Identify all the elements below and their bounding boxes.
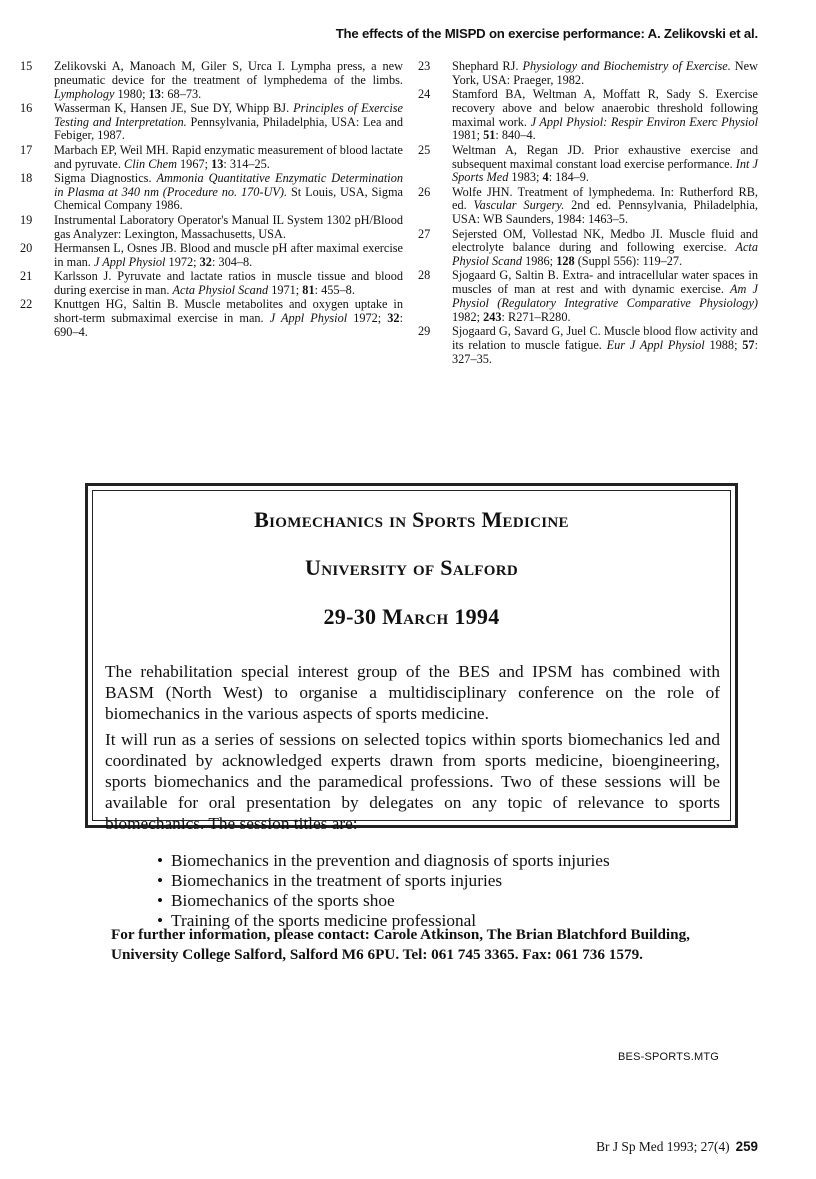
reference-text-run: Sjogaard G, Savard G, Juel C. Muscle blood flow activity and its relation to muscle fatigue. <box>452 324 758 352</box>
reference-text-run: Acta Physiol Scand <box>452 240 758 269</box>
reference-text-run: 1981; <box>452 128 484 143</box>
reference-item <box>20 242 403 270</box>
reference-text-run: Marbach EP, Weil MH. Rapid enzymatic measurement of blood lactate and pyruvate. <box>54 142 403 171</box>
reference-text-run: Ammonia Quantitative Enzymatic Determination in Plasma at 340 nm (Procedure no. 170-UV). <box>54 170 403 199</box>
reference-text-run: : R271–R280. <box>501 309 571 324</box>
reference-text-run: 1967; <box>176 156 212 171</box>
reference-item <box>20 270 403 298</box>
reference-text <box>452 269 758 324</box>
reference-number: 21 <box>20 268 33 283</box>
announcement-title: Biomechanics in Sports Medicine <box>254 507 569 532</box>
reference-number: 20 <box>20 240 33 255</box>
reference-text-run: Shephard RJ. <box>452 59 523 73</box>
reference-text <box>54 270 403 298</box>
reference-text <box>452 144 758 185</box>
reference-number: 27 <box>418 226 431 241</box>
reference-text-run: Eur J Appl Physiol <box>606 337 705 352</box>
reference-text-run: Hermansen L, Osnes JB. Blood and muscle pH after maximal exercise in man. <box>54 240 403 269</box>
reference-text-run: (Suppl 556): 119–27. <box>574 254 683 269</box>
reference-text-run: 1982; <box>452 309 484 324</box>
reference-text-run: 128 <box>556 254 575 269</box>
reference-number: 24 <box>418 87 431 102</box>
reference-number: 17 <box>20 142 33 157</box>
reference-text-run: Karlsson J. Pyruvate and lactate ratios in muscle tissue and blood during exercise in man. <box>54 268 403 297</box>
reference-text-run: Sigma Diagnostics. <box>54 170 157 185</box>
reference-text-run: 1971; <box>268 282 303 297</box>
reference-text-run: Knuttgen HG, Saltin B. Muscle metabolites and oxygen uptake in short-term submaximal exercise in man. <box>54 297 403 325</box>
reference-item <box>418 228 758 269</box>
reference-text-run: : 690–4. <box>54 310 403 339</box>
reference-text-run: : 840–4. <box>495 128 536 143</box>
reference-text-run: Sejersted OM, Vollestad NK, Medbo JI. Muscle fluid and electrolyte balance during and following exercise. <box>452 226 758 255</box>
reference-text-run: Lymphology <box>54 86 115 101</box>
reference-text-run: 32 <box>199 254 212 269</box>
reference-text-run: 81 <box>302 282 315 297</box>
file-code: BES-SPORTS.MTG <box>618 1051 719 1063</box>
conference-announcement-box <box>92 490 731 963</box>
reference-text <box>452 325 758 366</box>
reference-item <box>418 60 758 88</box>
reference-text-run: Acta Physiol Scand <box>172 282 269 297</box>
reference-text-run: 13 <box>211 156 224 171</box>
reference-text-run: New York, USA: Praeger, 1982. <box>452 59 759 87</box>
reference-item <box>20 214 403 242</box>
reference-text-run: Wolfe JHN. Treatment of lymphedema. In: Rutherford RB, ed. <box>452 184 758 213</box>
reference-text-run: Weltman A, Regan JD. Prior exhaustive exercise and subsequent maximal constant load exercise performance. <box>452 142 758 171</box>
reference-text-run: 51 <box>483 128 496 143</box>
reference-item <box>20 102 403 143</box>
reference-text-run: Am J Physiol (Regulatory Integrative Comparative Physiology) <box>452 282 758 311</box>
reference-list-left <box>20 60 403 340</box>
reference-text-run: 4 <box>542 170 549 185</box>
reference-item <box>20 172 403 213</box>
reference-text <box>54 242 403 270</box>
reference-text-run: 1972; <box>347 310 388 325</box>
announcement-venue: University of Salford <box>305 555 518 580</box>
reference-text-run: 1980; <box>114 86 149 101</box>
reference-text-run: Physiology and Biochemistry of Exercise. <box>522 59 731 73</box>
contact-information: For further information, please contact: Carole Atkinson, The Brian Blatchford Building, University College Salford, Salford M6 6PU. Tel: 061 745 3365. Fax: 061 736 1579. <box>111 926 690 963</box>
reference-list-right <box>418 60 758 367</box>
reference-text-run: 57 <box>742 337 755 352</box>
reference-text <box>452 228 758 269</box>
reference-item <box>418 144 758 185</box>
session-item: • Biomechanics of the sports shoe <box>157 891 610 911</box>
announcement-dates: 29-30 March 1994 <box>323 604 500 629</box>
reference-text-run: J Appl Physiol <box>93 254 166 269</box>
journal-citation: Br J Sp Med 1993; 27(4) <box>596 1139 730 1154</box>
session-item: • Training of the sports medicine professional <box>157 911 610 931</box>
reference-text-run: 2nd ed. Pennsylvania, Philadelphia, USA: WB Saunders, 1984: 1463–5. <box>452 198 758 227</box>
reference-text-run: : 455–8. <box>314 282 355 297</box>
reference-text-run: J Appl Physiol: Respir Environ Exerc Physiol <box>530 114 758 129</box>
reference-text-run: 1983; <box>508 170 543 185</box>
reference-text-run: 13 <box>148 86 161 101</box>
reference-text-run: St Louis, USA, Sigma Chemical Company 1986. <box>54 184 403 213</box>
reference-text-run: Zelikovski A, Manoach M, Giler S, Urca I. Lympha press, a new pneumatic device for the treatment of lymphedema of the limbs. <box>54 59 403 87</box>
announcement-paragraph-2: It will run as a series of sessions on selected topics within sports biomechanics led and coordinated by acknowledged experts drawn from sports medicine, bioengineering, sports biomechanics and the paramedical professions. Two of these sessions will be available for oral presentation by delegates on any topic of relevance to sports biomechanics. The session titles are: <box>105 730 720 833</box>
reference-number: 16 <box>20 100 33 115</box>
reference-text <box>452 60 758 88</box>
reference-number: 22 <box>20 297 33 312</box>
reference-text-run: Wasserman K, Hansen JE, Sue DY, Whipp BJ. <box>54 100 294 115</box>
reference-text <box>54 60 403 101</box>
reference-text-run: Int J Sports Med <box>452 156 758 185</box>
reference-text-run: J Appl Physiol <box>269 310 348 325</box>
reference-number: 18 <box>20 170 33 185</box>
page-number: 259 <box>735 1139 758 1154</box>
session-item: • Biomechanics in the prevention and diagnosis of sports injuries <box>157 851 610 871</box>
reference-text-run: : 304–8. <box>211 254 253 269</box>
page-footer <box>596 1139 758 1155</box>
session-title-list <box>157 851 610 931</box>
reference-text <box>54 172 403 213</box>
reference-number: 25 <box>418 142 431 157</box>
reference-text-run: : 327–35. <box>452 337 758 366</box>
reference-item <box>20 144 403 172</box>
reference-text-run: Stamford BA, Weltman A, Moffatt R, Sady S. Exercise recovery above and below anaerobic threshold following maximal work. <box>452 87 758 129</box>
reference-item <box>20 298 403 339</box>
reference-text <box>452 186 758 227</box>
reference-text-run: 1988; <box>704 337 743 352</box>
reference-text <box>452 88 758 143</box>
reference-text <box>54 144 403 172</box>
announcement-paragraph-1: The rehabilitation special interest group of the BES and IPSM has combined with BASM (North West) to organise a multidisciplinary conference on the role of biomechanics in the various aspects of sports medicine. <box>105 662 720 723</box>
reference-text-run: : 184–9. <box>548 170 589 185</box>
reference-text-run: 1986; <box>522 254 557 269</box>
reference-text-run: Vascular Surgery. <box>473 198 565 213</box>
reference-text-run: : 68–73. <box>160 86 202 101</box>
reference-number: 15 <box>20 59 33 73</box>
reference-number: 29 <box>418 324 431 339</box>
reference-number: 23 <box>418 59 431 73</box>
reference-text-run: Clin Chem <box>124 156 177 171</box>
reference-text-run: 243 <box>483 309 502 324</box>
reference-item <box>20 60 403 101</box>
reference-text <box>54 298 403 339</box>
session-item: • Biomechanics in the treatment of sports injuries <box>157 871 610 891</box>
reference-text-run: 32 <box>387 310 400 325</box>
reference-number: 26 <box>418 184 431 199</box>
reference-item <box>418 325 758 366</box>
reference-text <box>54 214 403 242</box>
reference-text-run: : 314–25. <box>223 156 270 171</box>
reference-text-run: Principles of Exercise Testing and Interpretation. <box>54 100 403 129</box>
reference-text-run: Pennsylvania, Philadelphia, USA: Lea and Febiger, 1987. <box>54 114 403 143</box>
reference-item <box>418 269 758 324</box>
reference-number: 28 <box>418 268 431 283</box>
reference-text <box>54 102 403 143</box>
reference-text-run: 1972; <box>165 254 200 269</box>
running-header: The effects of the MISPD on exercise performance: A. Zelikovski et al. <box>335 26 758 41</box>
reference-text-run: Instrumental Laboratory Operator's Manual IL System 1302 pH/Blood gas Analyzer: Lexington, Massachusetts, USA. <box>54 212 403 241</box>
reference-text-run: Sjogaard G, Saltin B. Extra- and intracellular water spaces in muscles of man at rest and with dynamic exercise. <box>452 268 758 297</box>
reference-number: 19 <box>20 212 33 227</box>
reference-item <box>418 186 758 227</box>
reference-item <box>418 88 758 143</box>
